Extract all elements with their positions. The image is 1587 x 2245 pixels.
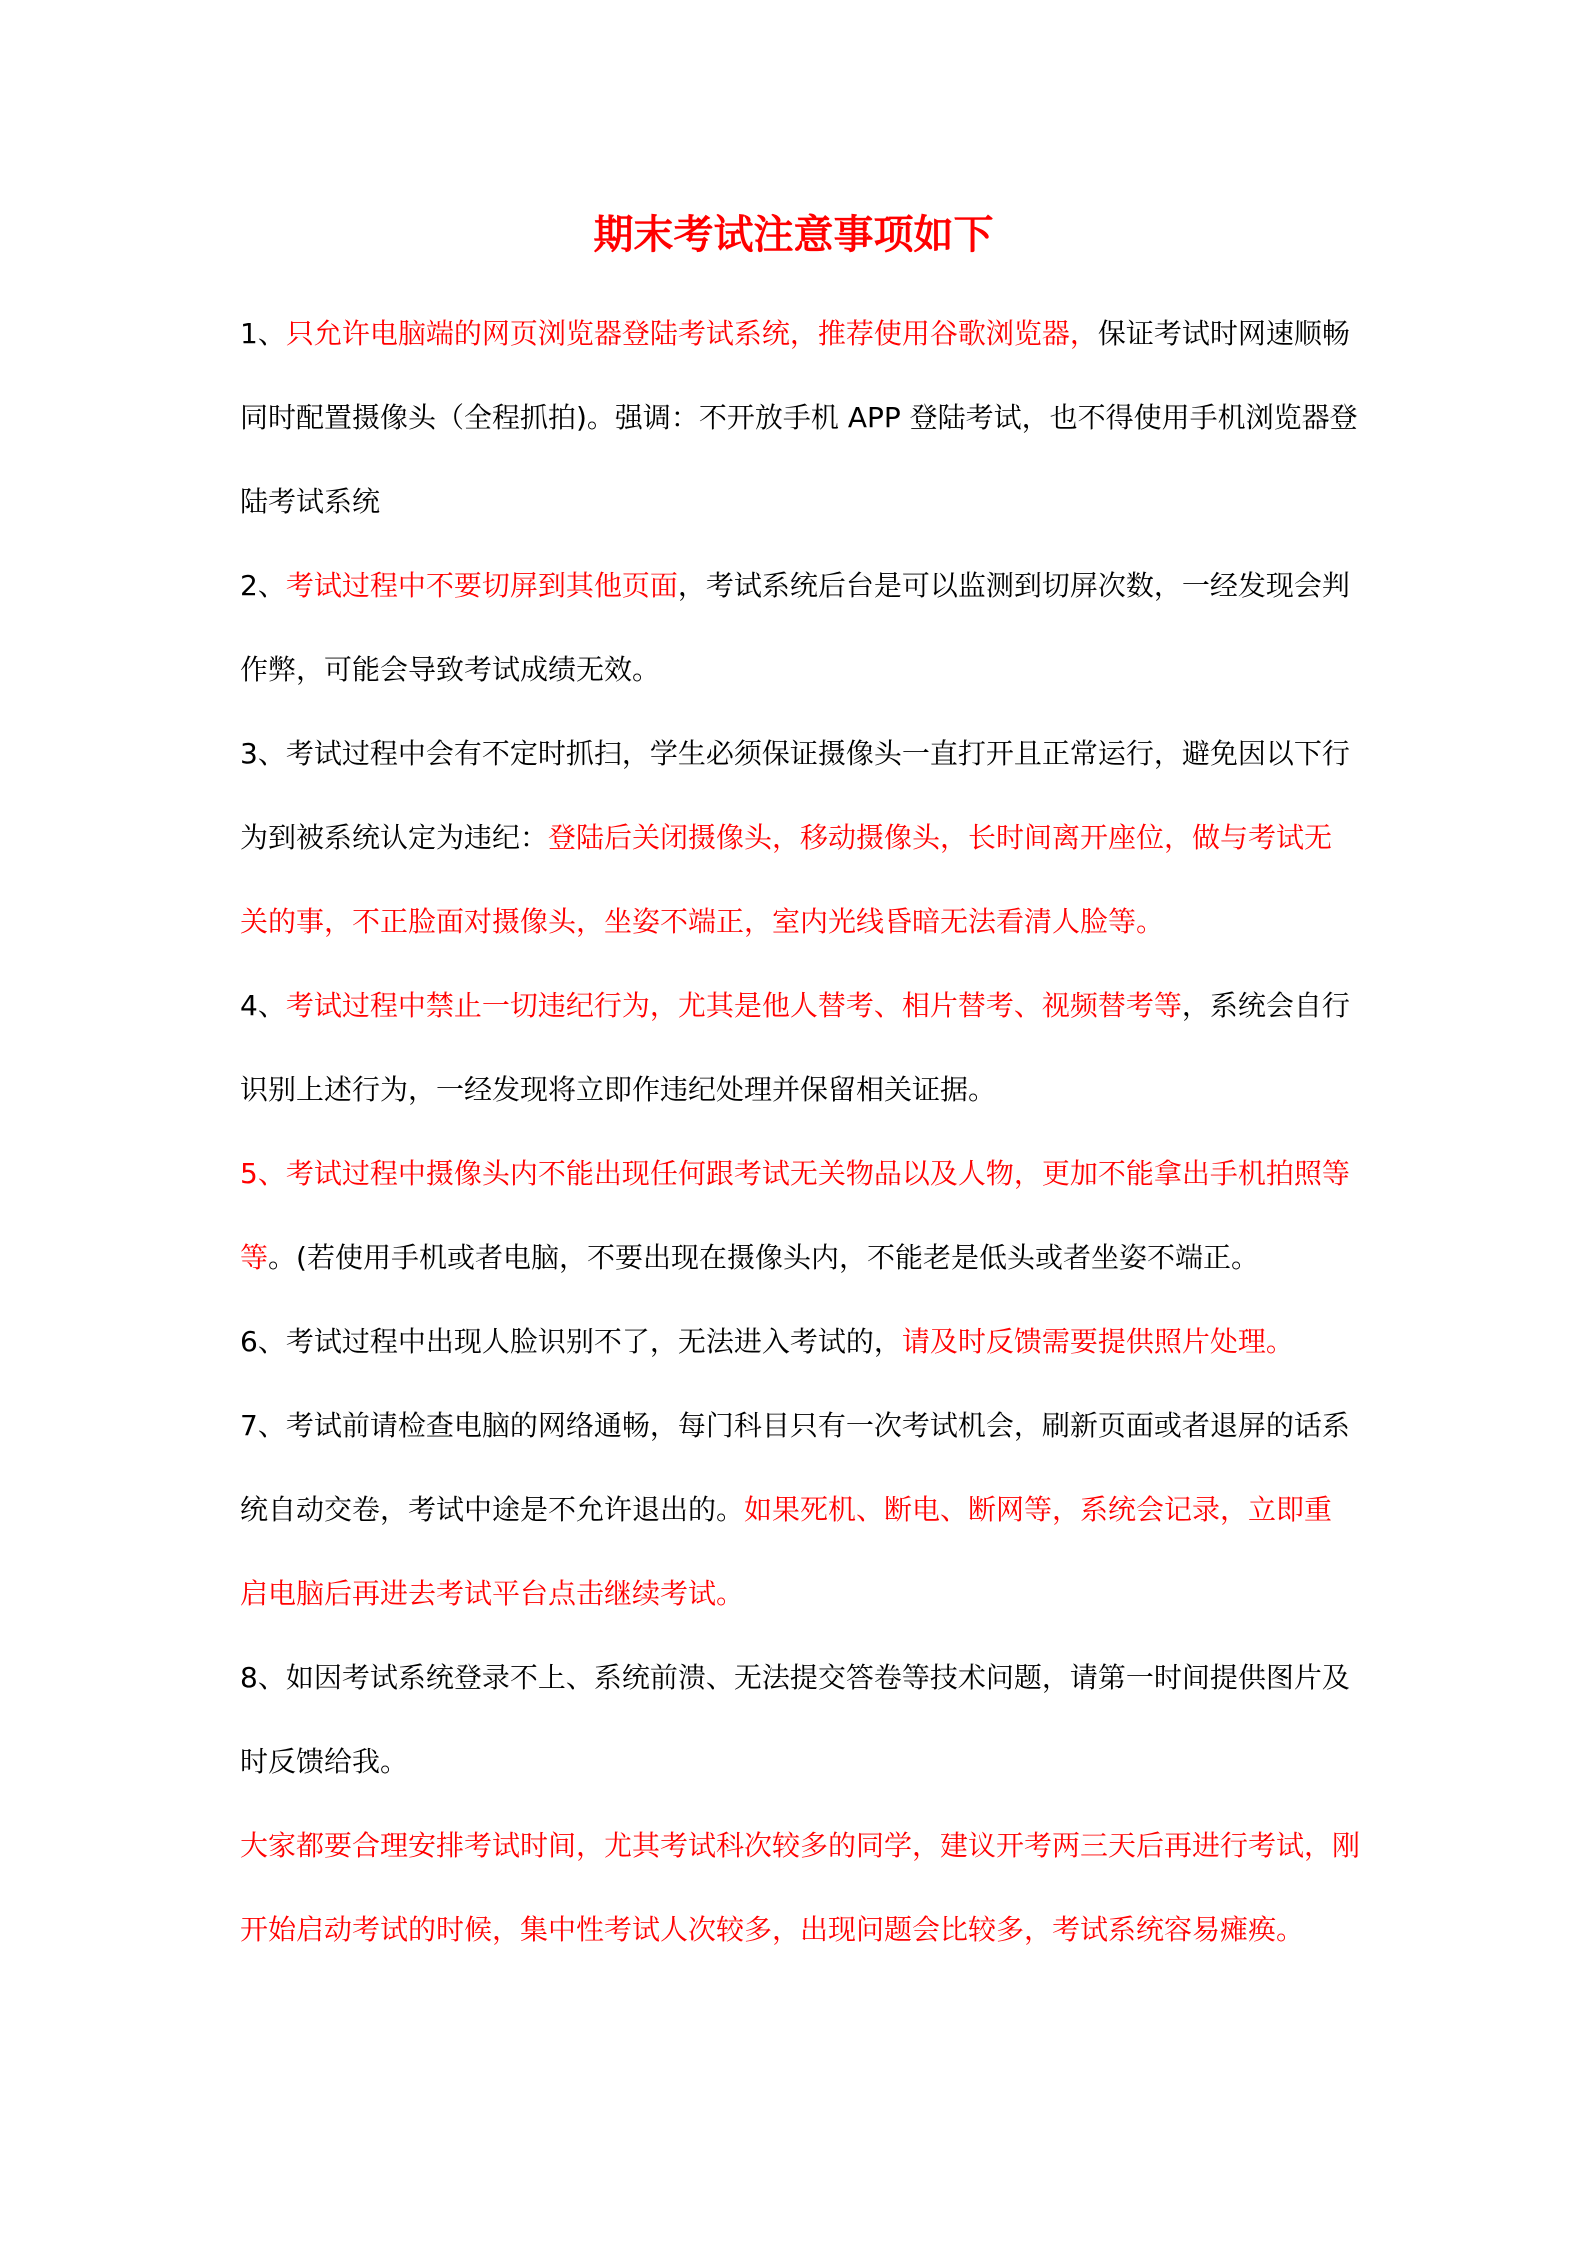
emphasis-text: 考试过程中不要切屏到其他页面	[285, 569, 678, 602]
notice-paragraph-6	[240, 1300, 1360, 1384]
notice-paragraph-7	[240, 1384, 1360, 1636]
emphasis-text: 如果死机、断电、断网等，系统会记录，立即重启电脑后再进去考试平台点击继续考试。	[240, 1493, 1333, 1610]
normal-text: 1、	[240, 317, 286, 350]
normal-text: 7、考试前请检查电脑的网络通畅，每门科目只有一次考试机会，刷新页面或者退屏的话系统自动交卷，考试中途是不允许退出的。	[240, 1409, 1350, 1526]
emphasis-text: 5、考试过程中摄像头内不能出现任何跟考试无关物品以及人物，更加不能拿出手机拍照等等	[240, 1157, 1350, 1274]
normal-text: 。(若使用手机或者电脑，不要出现在摄像头内，不能老是低头或者坐姿不端正。	[268, 1241, 1259, 1274]
emphasis-text: 只允许电脑端的网页浏览器登陆考试系统，推荐使用谷歌浏览器，	[285, 317, 1098, 350]
page-title: 期末考试注意事项如下	[593, 212, 994, 258]
normal-text: 4、	[240, 989, 286, 1022]
emphasis-text: 请及时反馈需要提供照片处理。	[901, 1325, 1294, 1358]
notice-paragraph-9	[240, 1804, 1360, 1972]
normal-text: 2、	[240, 569, 286, 602]
notice-paragraph-3	[240, 712, 1360, 964]
notice-paragraph-1	[240, 292, 1360, 544]
emphasis-text: 考试过程中禁止一切违纪行为，尤其是他人替考、相片替考、视频替考等	[285, 989, 1182, 1022]
normal-text: 保证考试时网速顺畅同时配置摄像头（全程抓拍)。强调：不开放手机 APP 登陆考试，也不得使用手机浏览器登陆考试系统	[240, 317, 1358, 518]
notice-paragraph-2	[240, 544, 1360, 712]
notice-paragraph-5	[240, 1132, 1360, 1300]
normal-text: ，考试系统后台是可以监测到切屏次数，一经发现会判作弊，可能会导致考试成绩无效。	[240, 569, 1350, 686]
emphasis-text: 大家都要合理安排考试时间，尤其考试科次较多的同学，建议开考两三天后再进行考试，刚开始启动考试的时候，集中性考试人次较多，出现问题会比较多，考试系统容易瘫痪。	[240, 1829, 1361, 1946]
normal-text: 6、考试过程中出现人脸识别不了，无法进入考试的，	[240, 1325, 902, 1358]
normal-text: ，系统会自行识别上述行为，一经发现将立即作违纪处理并保留相关证据。	[240, 989, 1350, 1106]
notice-body	[240, 292, 1360, 1972]
notice-paragraph-8	[240, 1636, 1360, 1804]
emphasis-text: 登陆后关闭摄像头，移动摄像头，长时间离开座位，做与考试无关的事，不正脸面对摄像头，坐姿不端正，室内光线昏暗无法看清人脸等。	[240, 821, 1333, 938]
notice-paragraph-4	[240, 964, 1360, 1132]
normal-text: 3、考试过程中会有不定时抓扫，学生必须保证摄像头一直打开且正常运行，避免因以下行为到被系统认定为违纪：	[240, 737, 1350, 854]
normal-text: 8、如因考试系统登录不上、系统前溃、无法提交答卷等技术问题，请第一时间提供图片及时反馈给我。	[240, 1661, 1350, 1778]
